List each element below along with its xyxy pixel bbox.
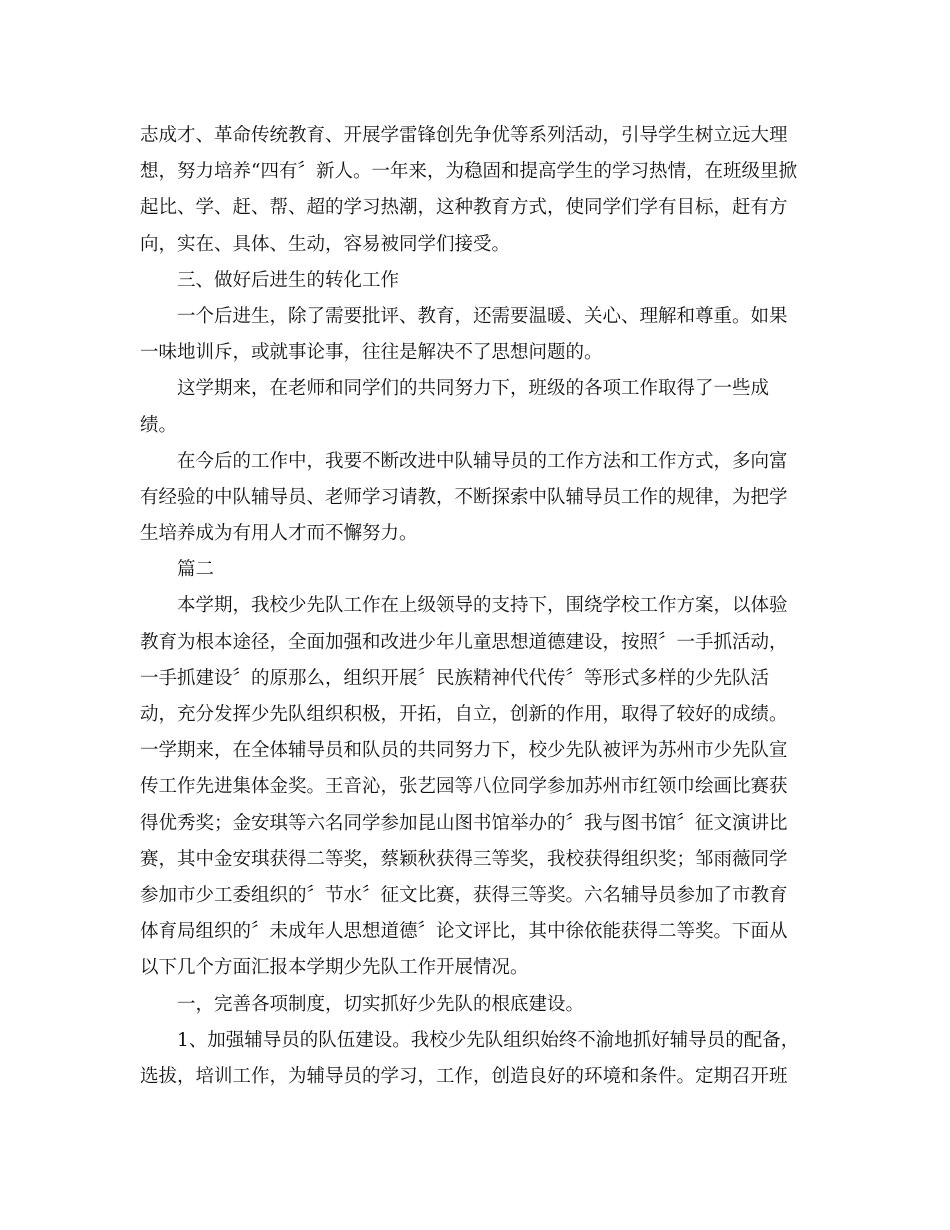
text-line: 一学期来，在全体辅导员和队员的共同努力下，校少先队被评为苏州市少先队宣 [140, 740, 788, 762]
text-line: 志成才、革命传统教育、开展学雷锋创先争优等系列活动，引导学生树立远大理 [140, 125, 788, 146]
text-line: 有经验的中队辅导员、老师学习请教，不断探索中队辅导员工作的规律，为把学 [140, 486, 788, 508]
text-line: 教育为根本途径，全面加强和改进少年儿童思想道德建设，按照〞一手抓活动， [140, 631, 788, 653]
text-line: 绩。 [140, 414, 178, 436]
text-line: 一个后进生，除了需要批评、教育，还需要温暖、关心、理解和尊重。如果 [177, 305, 788, 327]
text-line: 选拔，培训工作，为辅导员的学习，工作，创造良好的环境和条件。定期召开班 [140, 1065, 788, 1087]
text-line: 赛，其中金安琪获得二等奖，蔡颖秋获得三等奖，我校获得组织奖；邹雨薇同学 [140, 848, 788, 870]
document-body [140, 118, 805, 1095]
text-line: 一味地训斥，或就事论事，往往是解决不了思想问题的。 [140, 342, 603, 364]
text-line: 以下几个方面汇报本学期少先队工作开展情况。 [140, 957, 529, 979]
text-line: 1、加强辅导员的队伍建设。我校少先队组织始终不渝地抓好辅导员的配备， [177, 1029, 800, 1051]
text-line: 生培养成为有用人才而不懈努力。 [140, 523, 418, 545]
text-line: 体育局组织的〞未成年人思想道德〞论文评比，其中徐依能获得二等奖。下面从 [140, 921, 788, 943]
text-line: 起比、学、赶、帮、超的学习热潮，这种教育方式，使同学们学有目标，赶有方 [140, 197, 788, 219]
text-line: 传工作先进集体金奖。王音沁，张艺园等八位同学参加苏州市红领巾绘画比赛获 [140, 776, 788, 798]
section-heading: 一，完善各项制度，切实抓好少先队的根底建设。 [177, 993, 585, 1015]
text-line: 在今后的工作中，我要不断改进中队辅导员的工作方法和工作方式，多向富 [177, 450, 788, 472]
section-heading: 三、做好后进生的转化工作 [177, 269, 400, 291]
section-heading: 篇二 [177, 559, 215, 581]
text-line: 动，充分发挥少先队组织积极，开拓，自立，创新的作用，取得了较好的成绩。 [140, 704, 788, 725]
text-line: 这学期来，在老师和同学们的共同努力下，班级的各项工作取得了一些成 [177, 378, 770, 400]
text-line: 本学期，我校少先队工作在上级领导的支持下，围绕学校工作方案，以体验 [177, 595, 788, 617]
text-line: 向，实在、具体、生动，容易被同学们接受。 [140, 233, 511, 255]
text-line: 一手抓建设〞的原那么，组织开展〞民族精神代代传〞等形式多样的少先队活 [140, 667, 770, 689]
text-line: 参加市少工委组织的〞节水〞征文比赛，获得三等奖。六名辅导员参加了市教育 [140, 884, 788, 906]
text-line: 得优秀奖；金安琪等六名同学参加昆山图书馆举办的〞我与图书馆〞征文演讲比 [140, 812, 788, 834]
text-line: 想，努力培养“四有〞新人。一年来，为稳固和提高学生的学习热情，在班级里掀 [140, 161, 797, 183]
